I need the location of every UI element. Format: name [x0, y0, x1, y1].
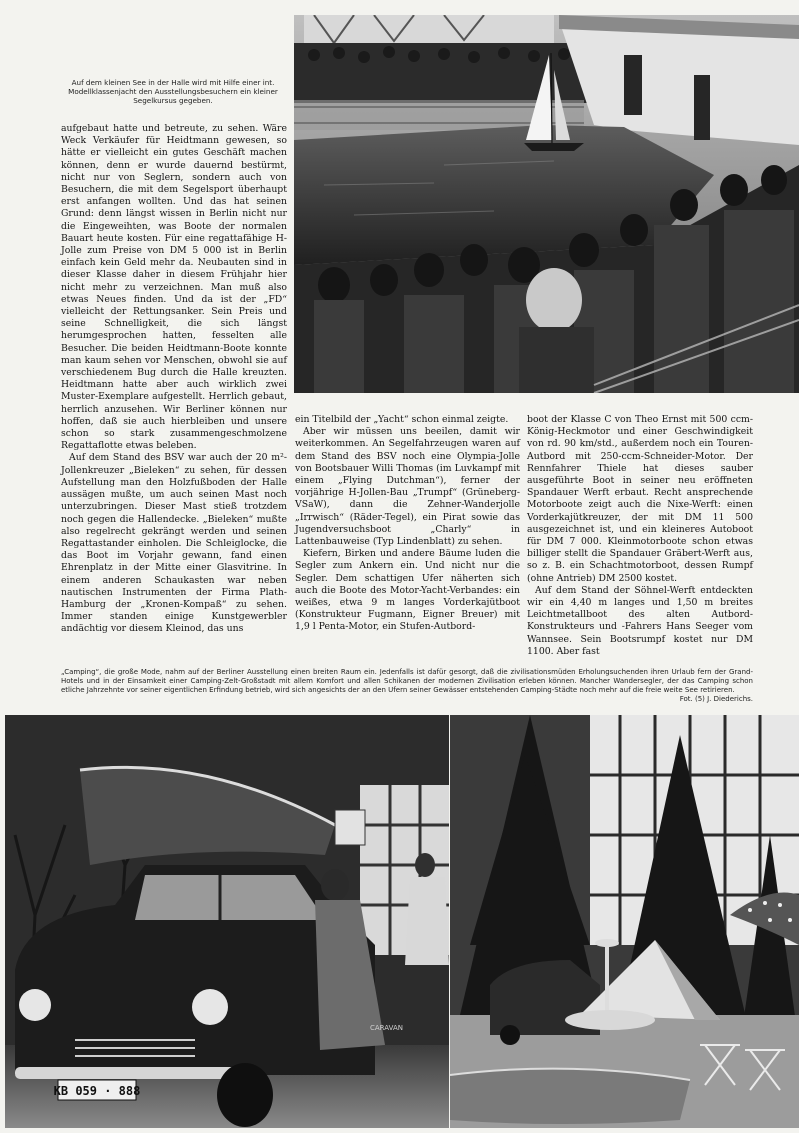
paragraph: boot der Klasse C von Theo Ernst mit 500 ccm-König-Heckmotor und einer Geschwindigkeit von rd. 90 km/std., außerdem noch ein Touren-Autbord mit 250-ccm-Schneider-Motor. Der Rennfahrer Thiele hat dieses sauber ausgeführte Boot in seiner neu eröffneten Spandauer Werft erbaut. Recht ansprechende Motorboote zeigt auch die Nixe-Werft: einen Vorderkajütkreuzer, der mit DM 11 500 ausgezeichnet ist, und ein kleineres Autoboot für DM 7 000. Kleinmotorboote schon etwas billiger stellt die Spandauer Gräbert-Werft aus, so z. B. ein Schachtmotorboot, dessen Rumpf (ohne Antrieb) DM 2500 kostet.	[527, 414, 753, 584]
photo-car-with-canoe	[5, 715, 449, 1128]
article-column-1	[61, 123, 287, 667]
article-column-2	[295, 414, 520, 667]
paragraph: aufgebaut hatte und betreute, zu sehen. Wäre Weck Verkäufer für Heidtmann gewesen, so hätte er vielleicht ein gutes Geschäft machen können, denn er wurde dauernd bestürmt, nicht nur von Seglern, sondern auch von Besuchern, die mit dem Segelsport überhaupt erst anfangen wollten. Und das hat seinen Grund: denn längst wissen in Berlin nicht nur die Eingeweihten, was Boote der normalen Bauart heute kosten. Für eine regattafähige H-Jolle zum Preise von DM 5 000 ist in Berlin einfach kein Geld mehr da. Neubauten sind in dieser Klasse daher in diesem Frühjahr hier nicht mehr zu verzeichnen. Man muß also etwas Neues finden. Und da ist der „FD“ vielleicht der Rettungsanker. Sein Preis und seine Schnelligkeit, die sich längst herumgesprochen hatten, fesselten alle Besucher. Die beiden Heidtmann-Boote konnte man kaum sehen vor Menschen, obwohl sie auf verschiedenem Bug durch die Halle kreuzten. Heidtmann hatte aber auch wirklich zwei Muster-Exemplare aufgestellt. Herrlich gebaut, herrlich anzusehen. Wir Berliner können nur hoffen, daß sie auch hierbleiben und unsere schon so stark zusammengeschmolzene Regattaflotte etwas beleben.	[61, 123, 287, 452]
photo-indoor-lake-model-yacht	[294, 15, 799, 393]
photo-caption-top: Auf dem kleinen See in der Halle wird mit Hilfe einer int. Modellklassenjacht den Ausstellungsbesuchern ein kleiner Segelkursus gegeben.	[68, 78, 278, 105]
photo-caption-bottom	[61, 668, 753, 704]
paragraph: Kiefern, Birken und andere Bäume luden die Segler zum Ankern ein. Und nicht nur die Segler. Dem schattigen Ufer näherten sich auch die Boote des Motor-Yacht-Verbandes: ein weißes, etwa 9 m langes Vorderkajütboot (Konstrukteur Fugmann, Eigner Breuer) mit 1,9 l Penta-Motor, ein Stufen-Autbord-	[295, 548, 520, 633]
paragraph: ein Titelbild der „Yacht“ schon einmal zeigte.	[295, 414, 509, 425]
photo-camping-tents-hall	[450, 715, 799, 1128]
car-badge: CARAVAN	[370, 1024, 403, 1032]
paragraph: Auf dem Stand des BSV war auch der 20 m²-Jollenkreuzer „Bieleken“ zu sehen, für dessen Aufstellung man den Holzfußboden der Halle aussägen mußte, um auch seinen Mast noch unterzubringen. Dieser Mast stieß trotzdem noch gegen die Hallendecke. „Bieleken“ mußte also regelrecht gekrängt werden und seinen Regattastander einholen. Die Schleiglocke, die das Boot im Vorjahr gewann, fand einen Ehrenplatz in der Mitte einer Glasvitrine. In einem anderen Schaukasten war neben nautischen Instrumenten der Firma Plath-Hamburg der „Kronen-Kompaß“ zu sehen. Immer standen einige Kunstgewerbler andächtig vor diesem Kleinod, das uns	[61, 452, 287, 635]
license-plate: KB 059 · 888	[53, 1084, 141, 1098]
photo-credit: Fot. (5) J. Diederichs.	[679, 695, 753, 703]
caption-text: „Camping“, die große Mode, nahm auf der Berliner Ausstellung einen breiten Raum ein. Jedenfalls ist dafür gesorgt, daß die zivilisationsmüden Erholungsuchenden ihren Urlaub fern der Grand-Hotels und in der Einsamkeit einer Camping-Zelt-Großstadt mit allem Komfort und allen Schikanen der modernen Zivilisation erleben können. Mancher Wandersegler, der das Camping schon etliche Jahrzehnte vor seiner eigentlichen Erfindung betrieb, wird sich angesichts der an den Ufern seiner Gewässer entstehenden Camping-Städte noch mehr auf die freie weite See retirieren.	[61, 668, 753, 694]
paragraph: Auf dem Stand der Söhnel-Werft entdeckten wir ein 4,40 m langes und 1,50 m breites Leichtmetallboot des alten Autbord-Konstrukteurs und -Fahrers Hans Seeger vom Wannsee. Sein Bootsrumpf kostet nur DM 1100. Aber fast	[527, 584, 753, 657]
article-column-3	[527, 414, 753, 667]
paragraph: Aber wir müssen uns beeilen, damit wir weiterkommen. An Segelfahrzeugen waren auf dem Stand des BSV noch eine Olympia-Jolle von Bootsbauer Willi Thomas (im Luvkampf mit einem „Flying Dutchman“), ferner der vorjährige H-Jollen-Bau „Trumpf“ (Grüneberg-VSaW), dann die Zehner-Wanderjolle „Irrwisch“ (Räder-Tegel), ein Pirat sowie das Jugendversuchsboot „Charly“ in Lattenbauweise (Typ Lindenblatt) zu sehen.	[295, 426, 520, 548]
